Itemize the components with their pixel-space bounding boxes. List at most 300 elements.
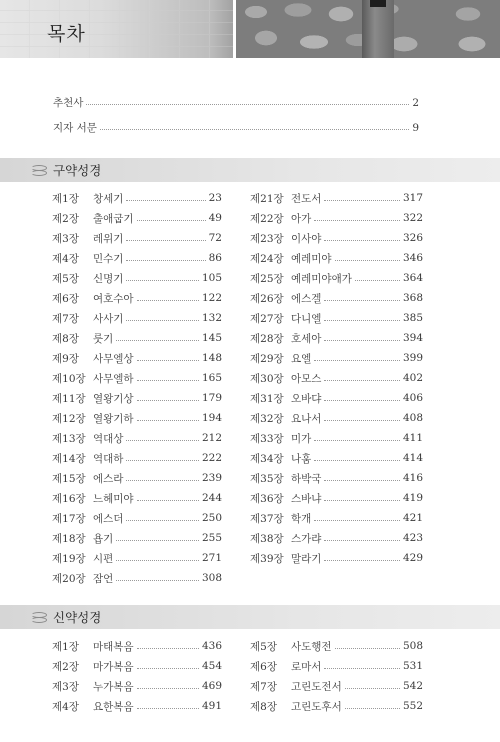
entry-page-number: 414	[402, 452, 423, 464]
dot-leader	[345, 686, 400, 689]
book-name: 호세아	[291, 332, 322, 345]
entry-page-number: 364	[402, 272, 423, 284]
chapter-number: 제33장	[250, 432, 284, 445]
entry-page-number: 368	[402, 292, 423, 304]
toc-entry[interactable]	[52, 328, 222, 348]
page-header	[0, 0, 500, 58]
toc-entry[interactable]	[52, 288, 222, 308]
book-name: 레위기	[93, 232, 124, 245]
entry-page-number: 165	[201, 372, 222, 384]
entry-label	[250, 191, 321, 206]
chapter-number: 제32장	[250, 412, 284, 425]
dot-leader	[324, 478, 400, 481]
entry-label	[52, 291, 134, 306]
book-name: 느헤미야	[93, 492, 134, 505]
entry-page-number: 508	[402, 640, 423, 652]
book-name: 사무엘하	[93, 372, 134, 385]
entry-page-number: 394	[402, 332, 423, 344]
dot-leader	[137, 378, 199, 381]
entry-page-number: 421	[402, 512, 423, 524]
toc-entry[interactable]	[250, 656, 423, 676]
entry-label	[250, 371, 321, 386]
book-name: 마가복음	[93, 660, 134, 673]
book-name: 역대하	[93, 452, 124, 465]
entry-label	[250, 431, 311, 446]
entry-label	[250, 511, 311, 526]
entry-label	[250, 679, 342, 694]
entry-page-number: 9	[412, 121, 419, 134]
header-brick-texture	[0, 0, 235, 58]
book-name: 학개	[291, 512, 312, 525]
entry-label	[52, 251, 123, 266]
toc-entry[interactable]	[250, 508, 423, 528]
entry-page-number: 212	[201, 432, 222, 444]
entry-page-number: 72	[208, 232, 222, 244]
entry-page-number: 132	[201, 312, 222, 324]
dot-leader	[314, 458, 400, 461]
book-name: 시편	[93, 552, 114, 565]
dot-leader	[324, 298, 400, 301]
toc-entry[interactable]	[52, 696, 222, 716]
book-name: 아가	[291, 212, 312, 225]
section-title: 구약성경	[53, 163, 102, 178]
entry-page-number: 385	[402, 312, 423, 324]
dot-leader	[126, 198, 205, 201]
entry-label	[250, 231, 321, 246]
book-name: 창세기	[93, 192, 124, 205]
book-name: 여호수아	[93, 292, 134, 305]
book-name: 요한복음	[93, 700, 134, 713]
toc-entry[interactable]	[250, 488, 423, 508]
dot-leader	[116, 578, 199, 581]
dot-leader	[324, 338, 400, 341]
toc-entry[interactable]	[250, 676, 423, 696]
entry-page-number: 326	[402, 232, 423, 244]
chapter-number: 제10장	[52, 372, 86, 385]
entry-label	[52, 639, 134, 654]
entry-page-number: 194	[201, 412, 222, 424]
chapter-number: 제3장	[52, 232, 79, 245]
chapter-number: 제21장	[250, 192, 284, 205]
book-name: 미가	[291, 432, 312, 445]
chapter-number: 제36장	[250, 492, 284, 505]
toc-entry[interactable]	[250, 288, 423, 308]
dot-leader	[314, 218, 400, 221]
entry-page-number: 49	[208, 212, 222, 224]
entry-label	[52, 551, 113, 566]
chapter-number: 제24장	[250, 252, 284, 265]
entry-page-number: 419	[402, 492, 423, 504]
toc-entry[interactable]	[250, 696, 423, 716]
dot-leader	[324, 318, 400, 321]
chapter-number: 제5장	[250, 640, 277, 653]
toc-entry[interactable]	[52, 468, 222, 488]
chapter-number: 제39장	[250, 552, 284, 565]
entry-label	[250, 491, 321, 506]
chapter-number: 제4장	[52, 252, 79, 265]
entry-label	[250, 551, 321, 566]
entry-label	[52, 431, 123, 446]
entry-label	[250, 471, 321, 486]
book-name: 민수기	[93, 252, 124, 265]
chapter-number: 제38장	[250, 532, 284, 545]
chapter-number: 제20장	[52, 572, 86, 585]
dot-leader	[86, 102, 409, 105]
book-name: 오바댜	[291, 392, 322, 405]
entry-label	[52, 679, 134, 694]
entry-page-number: 531	[402, 660, 423, 672]
entry-page-number: 317	[402, 192, 423, 204]
toc-entry[interactable]	[250, 228, 423, 248]
dot-leader	[335, 258, 400, 261]
book-name: 하박국	[291, 472, 322, 485]
book-name: 스가랴	[291, 532, 322, 545]
dot-leader	[137, 298, 199, 301]
chapter-number: 제4장	[52, 700, 79, 713]
chapter-number: 제29장	[250, 352, 284, 365]
entry-label	[52, 351, 134, 366]
book-name: 예레미야애가	[291, 272, 352, 285]
chapter-number: 제1장	[52, 192, 79, 205]
dot-leader	[126, 258, 205, 261]
dot-leader	[324, 418, 400, 421]
entry-label	[52, 511, 123, 526]
toc-entry[interactable]	[250, 388, 423, 408]
entry-page-number: 250	[201, 512, 222, 524]
entry-page-number: 179	[201, 392, 222, 404]
dot-leader	[126, 518, 199, 521]
entry-page-number: 255	[201, 532, 222, 544]
entry-label	[52, 451, 123, 466]
entry-label	[52, 411, 134, 426]
entry-label	[52, 211, 134, 226]
toc-entry[interactable]	[250, 636, 423, 656]
toc-entry[interactable]	[250, 268, 423, 288]
toc-entry[interactable]	[52, 528, 222, 548]
chapter-number: 제1장	[52, 640, 79, 653]
chapter-number: 제6장	[52, 292, 79, 305]
chapter-number: 제26장	[250, 292, 284, 305]
chapter-number: 제16장	[52, 492, 86, 505]
dot-leader	[137, 418, 199, 421]
chapter-number: 제23장	[250, 232, 284, 245]
dot-leader	[116, 558, 199, 561]
chapter-number: 제3장	[52, 680, 79, 693]
book-name: 예레미야	[291, 252, 332, 265]
entry-page-number: 416	[402, 472, 423, 484]
dot-leader	[324, 378, 400, 381]
dot-leader	[314, 518, 400, 521]
chapter-number: 제2장	[52, 660, 79, 673]
toc-entry[interactable]	[52, 368, 222, 388]
chapter-number: 제11장	[52, 392, 86, 405]
book-name: 스바냐	[291, 492, 322, 505]
entry-label: 지자 서문	[53, 122, 97, 134]
entry-label	[250, 251, 332, 266]
entry-page-number: 145	[201, 332, 222, 344]
dot-leader	[100, 127, 409, 130]
toc-entry[interactable]	[52, 388, 222, 408]
entry-label	[52, 391, 134, 406]
book-name: 고린도전서	[291, 680, 342, 693]
chapter-number: 제19장	[52, 552, 86, 565]
intro-list	[53, 90, 419, 140]
chapter-number: 제17장	[52, 512, 86, 525]
dot-leader	[314, 438, 400, 441]
entry-label	[250, 531, 321, 546]
book-name: 다니엘	[291, 312, 322, 325]
toc-column	[250, 188, 423, 568]
entry-page-number: 542	[402, 680, 423, 692]
book-name: 아모스	[291, 372, 322, 385]
entry-label	[250, 391, 321, 406]
chapter-number: 제8장	[250, 700, 277, 713]
toc-entry[interactable]	[250, 308, 423, 328]
entry-label	[52, 271, 123, 286]
entry-label	[52, 571, 113, 586]
entry-page-number: 23	[208, 192, 222, 204]
chapter-number: 제35장	[250, 472, 284, 485]
book-name: 에스더	[93, 512, 124, 525]
dot-leader	[137, 358, 199, 361]
toc-entry[interactable]	[250, 528, 423, 548]
chapter-number: 제15장	[52, 472, 86, 485]
header-divider	[233, 0, 236, 58]
toc-entry[interactable]	[52, 228, 222, 248]
toc-entry[interactable]	[52, 208, 222, 228]
toc-column	[52, 636, 222, 716]
chapter-number: 제25장	[250, 272, 284, 285]
toc-entry[interactable]	[52, 248, 222, 268]
entry-label	[250, 411, 321, 426]
dot-leader	[137, 498, 199, 501]
book-name: 역대상	[93, 432, 124, 445]
entry-label	[250, 291, 321, 306]
book-name: 잠언	[93, 572, 114, 585]
chapter-number: 제12장	[52, 412, 86, 425]
book-name: 사사기	[93, 312, 124, 325]
entry-page-number: 469	[201, 680, 222, 692]
toc-entry[interactable]	[250, 348, 423, 368]
dot-leader	[126, 438, 199, 441]
entry-page-number: 429	[402, 552, 423, 564]
dot-leader	[126, 238, 205, 241]
chapter-number: 제28장	[250, 332, 284, 345]
entry-label	[52, 699, 134, 714]
toc-entry[interactable]	[250, 208, 423, 228]
book-name: 요나서	[291, 412, 322, 425]
entry-page-number: 406	[402, 392, 423, 404]
entry-page-number: 122	[201, 292, 222, 304]
entry-page-number: 105	[201, 272, 222, 284]
chapter-number: 제37장	[250, 512, 284, 525]
entry-label	[52, 371, 134, 386]
entry-page-number: 86	[208, 252, 222, 264]
toc-entry[interactable]	[250, 428, 423, 448]
entry-page-number: 399	[402, 352, 423, 364]
page-title: 목차	[47, 23, 86, 45]
book-name: 이사야	[291, 232, 322, 245]
dot-leader	[126, 318, 199, 321]
chapter-number: 제9장	[52, 352, 79, 365]
book-name: 고린도후서	[291, 700, 342, 713]
entry-label	[52, 231, 123, 246]
entry-label	[250, 271, 352, 286]
toc-entry[interactable]	[52, 568, 222, 588]
dot-leader	[324, 558, 400, 561]
toc-entry[interactable]	[250, 368, 423, 388]
toc-entry[interactable]	[52, 308, 222, 328]
book-name: 요엘	[291, 352, 312, 365]
book-name: 말라기	[291, 552, 322, 565]
toc-entry[interactable]	[52, 188, 222, 208]
entry-page-number: 454	[201, 660, 222, 672]
toc-entry[interactable]	[250, 548, 423, 568]
toc-entry[interactable]	[250, 468, 423, 488]
book-name: 로마서	[291, 660, 322, 673]
section-header-new-testament	[0, 605, 500, 629]
book-name: 룻기	[93, 332, 114, 345]
chapter-number: 제14장	[52, 452, 86, 465]
chapter-number: 제30장	[250, 372, 284, 385]
dot-leader	[137, 398, 199, 401]
book-name: 열왕기하	[93, 412, 134, 425]
dot-leader	[126, 458, 199, 461]
entry-label	[250, 659, 321, 674]
toc-entry[interactable]	[250, 248, 423, 268]
entry-label	[52, 491, 134, 506]
header-pillar-image	[362, 0, 394, 58]
chapter-number: 제7장	[250, 680, 277, 693]
chapter-number: 제13장	[52, 432, 86, 445]
entry-page-number: 148	[201, 352, 222, 364]
book-name: 출애굽기	[93, 212, 134, 225]
toc-entry[interactable]	[52, 408, 222, 428]
book-name: 에스겔	[291, 292, 322, 305]
book-name: 누가복음	[93, 680, 134, 693]
toc-entry[interactable]	[250, 328, 423, 348]
entry-page-number: 244	[201, 492, 222, 504]
entry-page-number: 411	[402, 432, 423, 444]
book-name: 신명기	[93, 272, 124, 285]
dot-leader	[324, 398, 400, 401]
dot-leader	[324, 538, 400, 541]
dot-leader	[335, 646, 400, 649]
toc-entry[interactable]	[52, 268, 222, 288]
section-header-old-testament	[0, 158, 500, 182]
entry-label	[250, 351, 311, 366]
entry-page-number: 308	[201, 572, 222, 584]
toc-entry[interactable]	[52, 548, 222, 568]
entry-page-number: 2	[412, 96, 419, 109]
book-name: 나훔	[291, 452, 312, 465]
toc-entry-preface[interactable]	[53, 115, 419, 140]
dot-leader	[116, 338, 199, 341]
toc-entry[interactable]	[52, 448, 222, 468]
book-name: 사도행전	[291, 640, 332, 653]
dot-leader	[116, 538, 199, 541]
book-name: 사무엘상	[93, 352, 134, 365]
toc-entry[interactable]	[250, 448, 423, 468]
entry-label: 추천사	[53, 97, 84, 109]
dot-leader	[345, 706, 400, 709]
entry-label	[250, 639, 332, 654]
chapter-number: 제22장	[250, 212, 284, 225]
book-name: 마태복음	[93, 640, 134, 653]
dot-leader	[137, 686, 199, 689]
book-name: 전도서	[291, 192, 322, 205]
entry-page-number: 552	[402, 700, 423, 712]
entry-label	[52, 471, 123, 486]
entry-page-number: 491	[201, 700, 222, 712]
dot-leader	[137, 706, 199, 709]
entry-label	[52, 659, 134, 674]
scroll-ornament-icon	[31, 164, 47, 176]
entry-page-number: 402	[402, 372, 423, 384]
dot-leader	[137, 218, 206, 221]
entry-page-number: 222	[201, 452, 222, 464]
dot-leader	[137, 666, 199, 669]
book-name: 욥기	[93, 532, 114, 545]
entry-page-number: 322	[402, 212, 423, 224]
chapter-number: 제7장	[52, 312, 79, 325]
entry-label	[250, 331, 321, 346]
toc-entry[interactable]	[250, 188, 423, 208]
entry-page-number: 423	[402, 532, 423, 544]
entry-page-number: 346	[402, 252, 423, 264]
toc-entry[interactable]	[52, 636, 222, 656]
chapter-number: 제8장	[52, 332, 79, 345]
entry-label	[250, 211, 311, 226]
entry-label	[52, 311, 123, 326]
dot-leader	[137, 646, 199, 649]
toc-entry[interactable]	[52, 348, 222, 368]
entry-label	[250, 451, 311, 466]
chapter-number: 제2장	[52, 212, 79, 225]
entry-page-number: 436	[201, 640, 222, 652]
entry-label	[52, 191, 123, 206]
chapter-number: 제18장	[52, 532, 86, 545]
entry-label	[250, 699, 342, 714]
entry-page-number: 271	[201, 552, 222, 564]
entry-label	[250, 311, 321, 326]
chapter-number: 제31장	[250, 392, 284, 405]
chapter-number: 제5장	[52, 272, 79, 285]
toc-entry[interactable]	[52, 428, 222, 448]
dot-leader	[324, 498, 400, 501]
chapter-number: 제34장	[250, 452, 284, 465]
entry-page-number: 408	[402, 412, 423, 424]
toc-column	[250, 636, 423, 716]
dot-leader	[126, 478, 199, 481]
book-name: 열왕기상	[93, 392, 134, 405]
entry-page-number: 239	[201, 472, 222, 484]
toc-entry[interactable]	[250, 408, 423, 428]
entry-label	[52, 331, 113, 346]
scroll-ornament-icon	[31, 611, 47, 623]
chapter-number: 제27장	[250, 312, 284, 325]
book-name: 에스라	[93, 472, 124, 485]
toc-entry-foreword[interactable]	[53, 90, 419, 115]
dot-leader	[314, 358, 400, 361]
dot-leader	[324, 666, 400, 669]
dot-leader	[355, 278, 400, 281]
toc-entry[interactable]	[52, 656, 222, 676]
toc-entry[interactable]	[52, 508, 222, 528]
toc-entry[interactable]	[52, 676, 222, 696]
toc-entry[interactable]	[52, 488, 222, 508]
toc-column	[52, 188, 222, 588]
